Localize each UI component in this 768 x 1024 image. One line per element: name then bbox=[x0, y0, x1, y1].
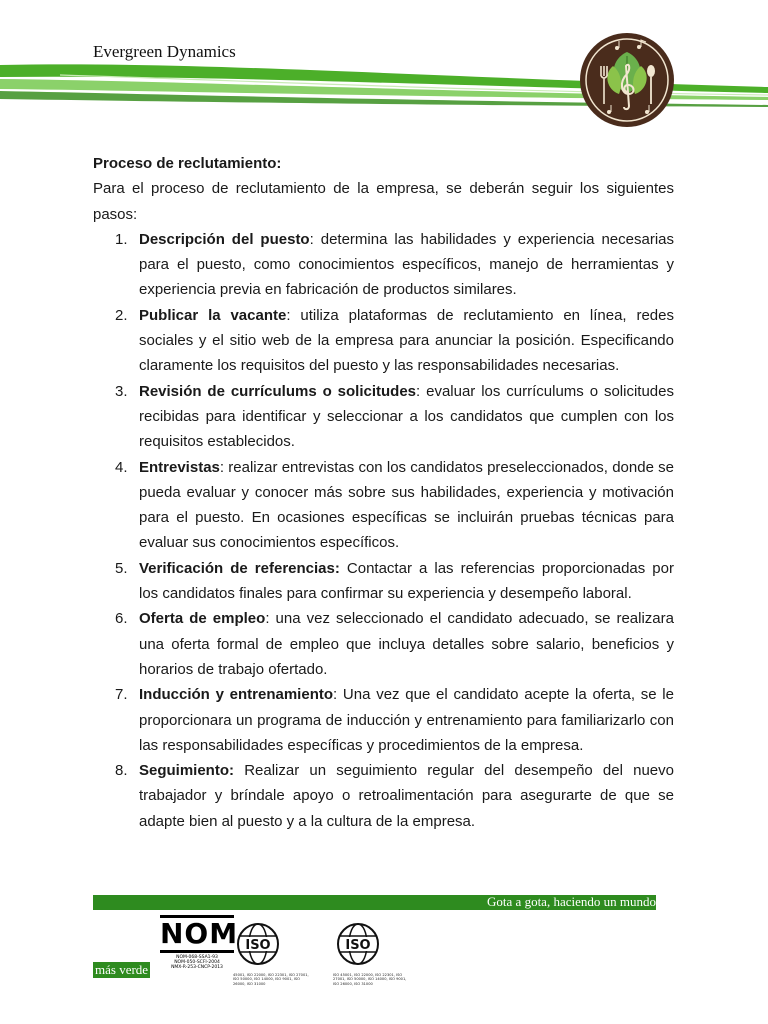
nom-mark: NOM bbox=[160, 915, 234, 953]
step-number: 3. bbox=[115, 382, 128, 400]
iso-fine-print: ISO 45001, ISO 22000, ISO 22301, ISO 27001, ISO 50000, ISO 14000, ISO 9001, ISO 26000, ISO 31000 bbox=[333, 973, 407, 986]
section-title: Proceso de reclutamiento: bbox=[93, 155, 282, 172]
document-body bbox=[93, 151, 674, 834]
step-term: Oferta de empleo bbox=[139, 610, 266, 628]
step-text: Una vez que el candidato acepte la oferta, se le proporcionara un programa de inducción y entrenamiento para familiarizarlo con las responsabilidades específicas y procedimientos de la empresa. bbox=[139, 686, 674, 754]
list-item bbox=[93, 758, 674, 834]
step-number: 6. bbox=[115, 610, 128, 628]
footer-bar bbox=[93, 895, 656, 910]
step-number: 1. bbox=[115, 230, 128, 248]
list-item bbox=[93, 379, 674, 455]
step-separator: : bbox=[333, 686, 338, 704]
list-item bbox=[93, 556, 674, 607]
step-number: 5. bbox=[115, 559, 128, 577]
step-separator: : bbox=[416, 382, 421, 400]
step-number: 7. bbox=[115, 686, 128, 704]
list-item bbox=[93, 455, 674, 556]
list-item bbox=[93, 606, 674, 682]
step-separator: : bbox=[219, 458, 225, 476]
iso-globe-icon bbox=[233, 922, 283, 966]
list-item bbox=[93, 682, 674, 758]
step-separator: : bbox=[265, 610, 270, 628]
nom-line: NOM-068-SSA1-93 bbox=[176, 955, 218, 960]
step-text: utiliza plataformas de reclutamiento en línea, redes sociales y el sitio web de la empresa para anunciar la posición. Especificando claramente los requisitos del puesto y las responsabilidades necesarias. bbox=[139, 306, 674, 375]
step-text: una vez seleccionado el candidato adecuado, se realizara una oferta formal de empleo que incluya detalles sobre salario, beneficios y horarios de trabajo ofertado. bbox=[139, 610, 674, 678]
music-nature-logo bbox=[579, 32, 675, 128]
step-term: Entrevistas bbox=[139, 458, 220, 476]
step-term: Inducción y entrenamiento bbox=[139, 686, 334, 704]
step-number: 8. bbox=[115, 762, 128, 780]
list-item bbox=[93, 303, 674, 379]
iso-mark: ISO bbox=[245, 938, 271, 953]
step-term: Publicar la vacante bbox=[139, 306, 287, 324]
iso-mark: ISO bbox=[345, 938, 371, 953]
footer-tagline: Gota a gota, haciendo un mundo bbox=[487, 894, 656, 909]
step-number: 2. bbox=[115, 306, 128, 324]
footer-tagline-continuation: más verde bbox=[95, 962, 149, 977]
company-name: Evergreen Dynamics bbox=[93, 42, 236, 61]
step-text: determina las habilidades y experiencia necesarias para el puesto, como conocimientos específicos, manejo de herramientas y experiencia previa en fabricación de productos similares. bbox=[139, 230, 674, 299]
step-text: realizar entrevistas con los candidatos preseleccionados, donde se pueda evaluar y conocer más sobre sus habilidades, experiencia y motivación para el puesto. En ocasiones específicas se incluirán pruebas técnicas para evaluar sus conocimientos específicos. bbox=[139, 458, 674, 552]
nom-line: NMX-R-253-CNCP-2013 bbox=[171, 965, 223, 970]
recruitment-steps-list bbox=[93, 227, 674, 834]
iso-certification-badge bbox=[333, 922, 413, 986]
nom-line: NOM-050-SCFI-2004 bbox=[174, 960, 220, 965]
iso-fine-print: 45001, ISO 22000, ISO 22301, ISO 27001, ISO 50000, ISO 14000, ISO 9001, ISO 26000, ISO 31000 bbox=[233, 973, 309, 986]
iso-certification-badge bbox=[233, 922, 313, 986]
list-item bbox=[93, 227, 674, 303]
step-separator: : bbox=[309, 230, 314, 248]
step-term: Descripción del puesto bbox=[139, 230, 310, 248]
iso-globe-icon bbox=[333, 922, 383, 966]
step-text: Contactar a las referencias proporcionadas por los candidatos finales para confirmar su experiencia y desempeño laboral. bbox=[139, 559, 674, 603]
step-separator: : bbox=[286, 306, 291, 324]
intro-paragraph: Para el proceso de reclutamiento de la empresa, se deberán seguir los siguientes pasos: bbox=[93, 180, 674, 223]
step-term: Revisión de currículums o solicitudes bbox=[139, 382, 417, 400]
step-term: Verificación de referencias: bbox=[139, 559, 340, 577]
step-term: Seguimiento: bbox=[139, 762, 235, 780]
step-number: 4. bbox=[115, 458, 128, 476]
nom-certification-badge bbox=[160, 915, 239, 970]
step-text: Realizar un seguimiento regular del desempeño del nuevo trabajador y bríndale apoyo o retroalimentación para asegurarte de que se adapte bien al puesto y a la cultura de la empresa. bbox=[139, 762, 674, 830]
step-text: evaluar los currículums o solicitudes recibidas para identificar y seleccionar a los candidatos que cumplen con los requisitos establecidos. bbox=[139, 382, 674, 451]
